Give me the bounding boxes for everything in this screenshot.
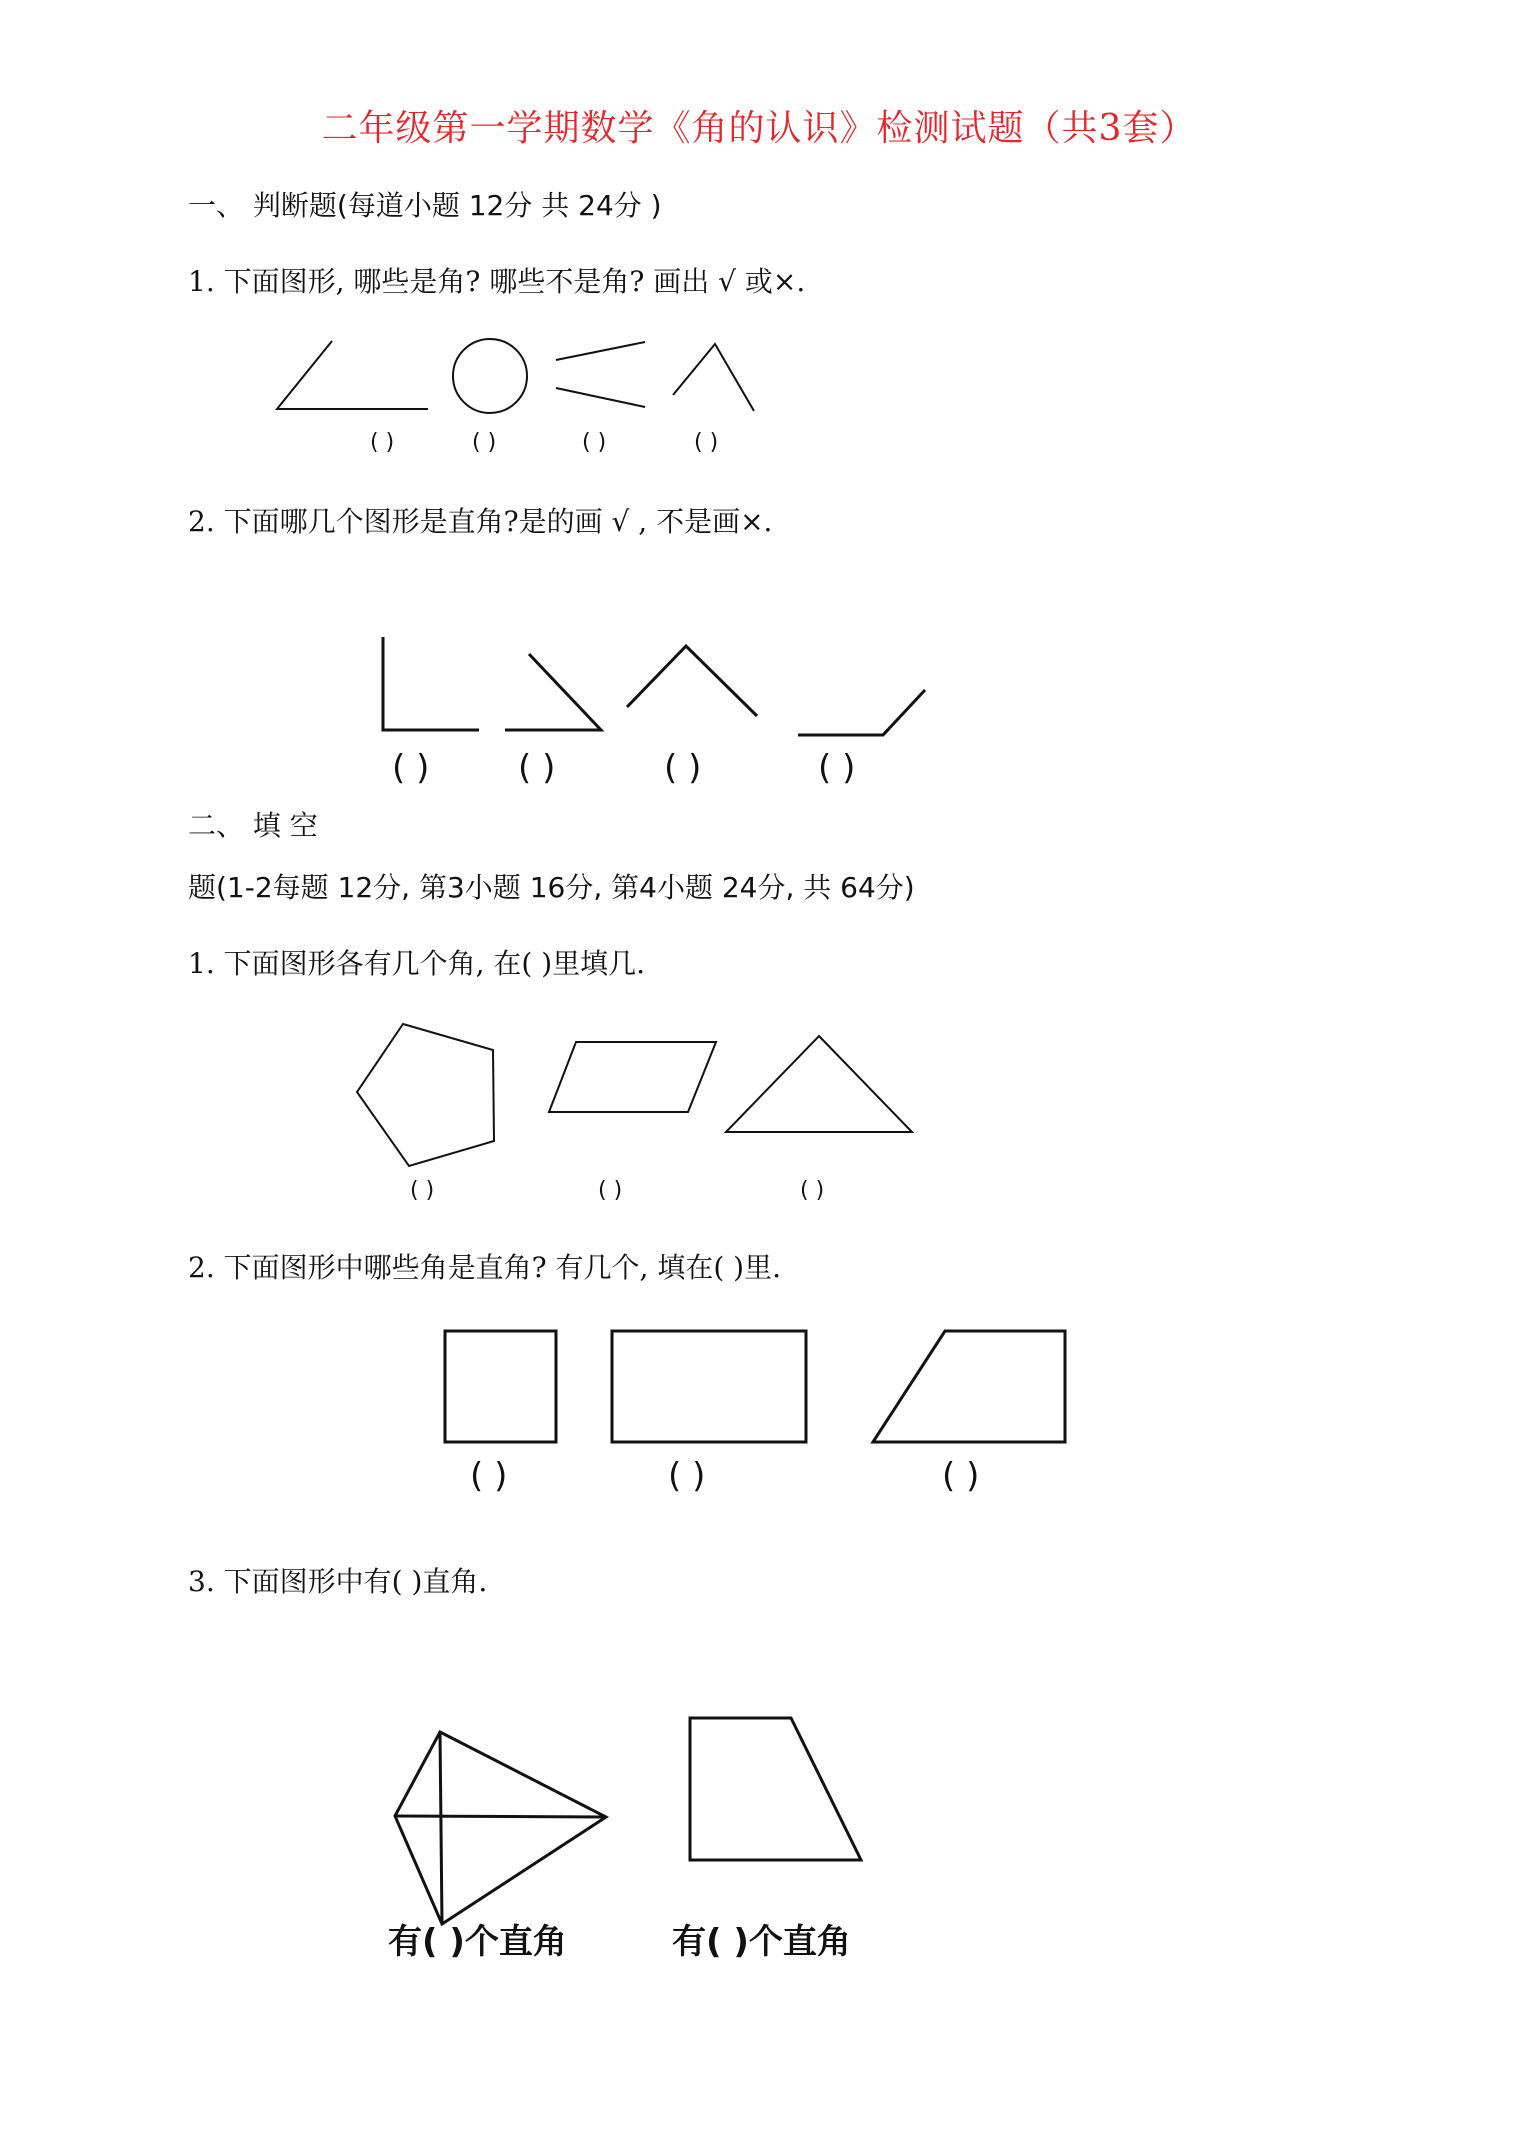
answer-blank[interactable]: ( ) — [472, 430, 497, 455]
section-2-subheading: 题(1-2每题 12分, 第3小题 16分, 第4小题 24分, 共 64分) — [188, 871, 915, 904]
answer-blank[interactable]: ( ) — [942, 1456, 980, 1496]
question-2-3: 3. 下面图形中有( )直角. — [188, 1565, 488, 1598]
answer-blank[interactable]: ( ) — [800, 1178, 825, 1203]
figure-open-angle — [673, 344, 754, 411]
answer-blank[interactable]: ( ) — [598, 1178, 623, 1203]
figure-inverted-v — [627, 646, 757, 716]
figure-kite-with-diagonals — [395, 1732, 606, 1924]
answer-blank[interactable]: ( ) — [370, 430, 395, 455]
answer-blank[interactable]: ( ) — [668, 1456, 706, 1496]
figure-triangle — [726, 1036, 912, 1132]
answer-blank[interactable]: ( ) — [582, 430, 607, 455]
answer-blank[interactable]: ( ) — [518, 748, 556, 788]
figure-two-lines — [556, 342, 645, 407]
section-1-heading: 一、 判断题(每道小题 12分 共 24分 ) — [188, 189, 662, 222]
figure-trapezoid — [690, 1718, 861, 1860]
figure-pentagon — [357, 1024, 494, 1166]
question-1-2: 2. 下面哪几个图形是直角?是的画 √ , 不是画×. — [188, 505, 773, 538]
answer-blank[interactable]: ( ) — [818, 748, 856, 788]
figure-circle — [453, 339, 527, 413]
figure-obtuse-angle — [798, 690, 925, 735]
answer-blank[interactable]: ( ) — [664, 748, 702, 788]
figure-rectangle — [612, 1331, 806, 1442]
question-2-2: 2. 下面图形中哪些角是直角? 有几个, 填在( )里. — [188, 1251, 781, 1284]
figure-square — [445, 1331, 556, 1442]
answer-blank[interactable]: ( ) — [392, 748, 430, 788]
question-2-1: 1. 下面图形各有几个角, 在( )里填几. — [188, 947, 646, 980]
figure-angle — [277, 341, 428, 409]
section-2-heading: 二、 填 空 — [188, 809, 318, 842]
answer-blank[interactable]: ( ) — [410, 1178, 435, 1203]
figure-caption: 有( )个直角 — [388, 1922, 567, 1962]
answer-blank[interactable]: ( ) — [470, 1456, 508, 1496]
page-title: 二年级第一学期数学《角的认识》检测试题（共3套） — [321, 108, 1197, 149]
figure-caption: 有( )个直角 — [672, 1922, 851, 1962]
figure-parallelogram — [549, 1042, 716, 1112]
question-1-1: 1. 下面图形, 哪些是角? 哪些不是角? 画出 √ 或×. — [188, 265, 806, 298]
answer-blank[interactable]: ( ) — [694, 430, 719, 455]
figure-right-trapezoid — [873, 1331, 1065, 1442]
figure-right-angle — [383, 637, 479, 730]
figure-acute-angle — [505, 654, 601, 730]
